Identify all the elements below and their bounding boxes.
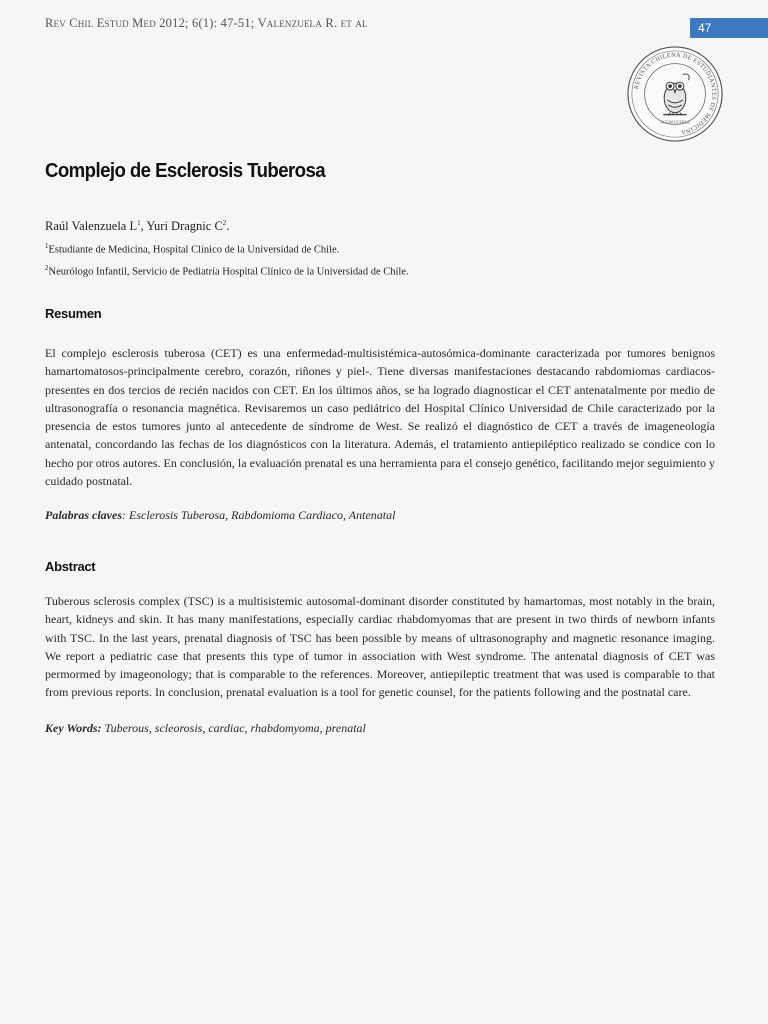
author-name: Yuri Dragnic C: [146, 219, 223, 234]
authors: [45, 219, 229, 234]
keywords-list: : Esclerosis Tuberosa, Rabdomioma Cardiaco, Antenatal: [122, 508, 396, 522]
author-separator: ,: [140, 219, 147, 234]
article-title: Complejo de Esclerosis Tuberosa: [45, 160, 326, 182]
key-words: [45, 721, 366, 736]
svg-text:REVISTA CHILENA DE ESTUDIANTES: REVISTA CHILENA DE ESTUDIANTES DE MEDICINA: [634, 52, 717, 135]
affiliation-2: [45, 264, 409, 278]
journal-seal-logo: [626, 45, 724, 143]
running-head: Rev Chil Estud Med 2012; 6(1): 47-51; Valenzuela R. et al: [45, 16, 368, 30]
keywords-label: Palabras claves: [45, 508, 122, 522]
keywords-label: Key Words:: [45, 721, 102, 735]
keywords-list: Tuberous, scleorosis, cardiac, rhabdomyoma, prenatal: [101, 721, 366, 735]
resumen-body: El complejo esclerosis tuberosa (CET) es una enfermedad-multisistémica-autosómica-dominante caracterizada por tumores benignos hamartomatosos-principalmente cerebro, corazón, riñones y piel-. Tiene diversas manifestaciones destacando rabdomiomas cardiacos-presentes en dos tercios de recién nacidos con CET. En los últimos años, se ha logrado diagnosticar el CET antenatalmente por medio de ultrasonografía o resonancia magnética. Revisaremos un caso pediátrico del Hospital Clínico Universidad de Chile caracterizado por la presencia de estos tumores junto al antecedente de síndrome de West. Se realizó el diagnóstico de CET a través de imageneología antenatal, concordando las fechas de los diagnósticos con la literatura. Además, el tratamiento antiepiléptico realizado se condice con lo hecho por otros autores. En conclusión, la evaluación prenatal es una herramienta para el consejo genético, facilitando mejor seguimiento y cuidado postnatal.: [45, 346, 715, 489]
author-affil-mark: 2: [222, 219, 227, 227]
affil-mark: 2: [45, 264, 49, 272]
affil-text: Estudiante de Medicina, Hospital Clínico de la Universidad de Chile.: [48, 244, 340, 256]
abstract-body: Tuberous sclerosis complex (TSC) is a multisistemic autosomal-dominant disorder constituted by hamartomas, most notably in the brain, heart, kidneys and skin. It has many manifestations, especially cardiac rhabdomyomas that are present in two thirds of newborn infants with TSC. In the last years, prenatal diagnosis of TSC has been possible by means of ultrasonography and magnetic resonance imaging. We report a pediatric case that presents this type of tumor in association with West syndrome. The antenatal diagnosis of CET was permormed by imageonology; that is comparable to the references. Moreover, antiepileptic treatment that was used is comparable to that from previous reports. In conclusion, prenatal evaluation is a tool for genetic counsel, for the patients following and the postnatal care.: [45, 594, 715, 700]
author-affil-mark: 1: [137, 219, 141, 227]
author-name: Raúl Valenzuela L: [45, 219, 138, 234]
palabras-claves: [45, 508, 395, 523]
author-end: .: [226, 219, 230, 234]
resumen-heading: Resumen: [45, 306, 102, 321]
affil-mark: 1: [45, 242, 49, 250]
abstract-heading: Abstract: [45, 559, 96, 574]
svg-text:ACEM UCHILE: ACEM UCHILE: [660, 119, 690, 125]
page-number: 47: [690, 18, 768, 38]
affiliation-1: [45, 242, 339, 256]
affil-text: Neurólogo Infantil, Servicio de Pediatría Hospital Clínico de la Universidad de Chile.: [48, 266, 409, 278]
